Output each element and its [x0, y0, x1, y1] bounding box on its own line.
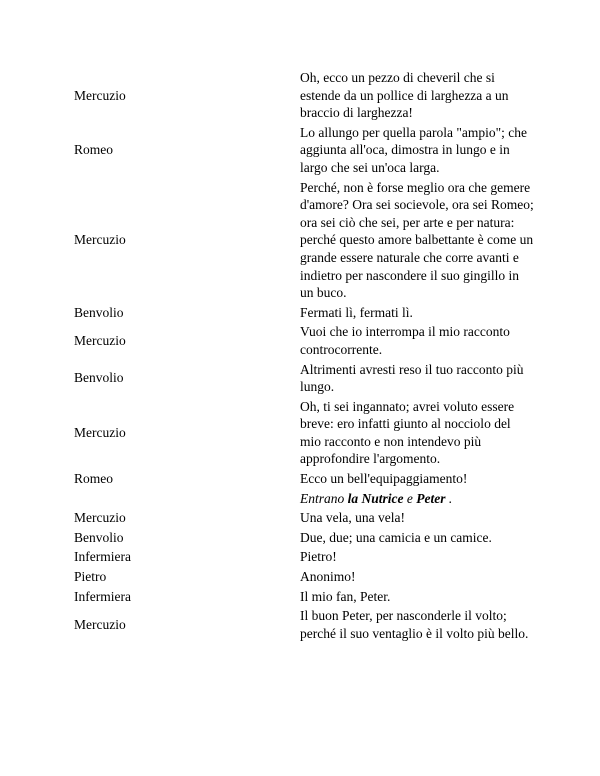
speaker-name: Pietro	[74, 569, 107, 585]
dialogue-row	[74, 304, 534, 324]
dialogue-row	[74, 179, 534, 304]
dialogue-row	[74, 124, 534, 179]
character-peter: Peter	[416, 490, 446, 506]
dialogue-line: Oh, ti sei ingannato; avrei voluto essere breve: ero infatti giunto al nocciolo del mio racconto e non intendevo più approfondire l'argomento.	[300, 398, 515, 467]
stage-direction: Entrano la Nutrice e Peter .	[300, 490, 453, 506]
speaker-name: Mercuzio	[74, 87, 126, 103]
dialogue-line: Perché, non è forse meglio ora che gemere d'amore? Ora sei socievole, ora sei Romeo; ora sei ciò che sei, per arte e per natura: perché questo amore balbettante è come un grande essere naturale che corre avanti e indietro per nascondere il suo gingillo in un buco.	[300, 179, 534, 301]
dialogue-line: Il mio fan, Peter.	[300, 588, 391, 604]
dialogue-line: Anonimo!	[300, 569, 356, 585]
speaker-name: Romeo	[74, 142, 113, 158]
dialogue-row	[74, 361, 534, 398]
dialogue-line: Altrimenti avresti reso il tuo racconto più lungo.	[300, 361, 524, 395]
speaker-name: Mercuzio	[74, 510, 126, 526]
dialogue-line: Una vela, una vela!	[300, 510, 405, 526]
speaker-name: Mercuzio	[74, 617, 126, 633]
dialogue-line: Fermati lì, fermati lì.	[300, 304, 413, 320]
dialogue-line: Pietro!	[300, 549, 337, 565]
dialogue-row	[74, 548, 534, 568]
speaker-name: Benvolio	[74, 304, 124, 320]
dialogue-row	[74, 470, 534, 490]
stage-direction-row	[74, 490, 534, 510]
dialogue-row	[74, 323, 534, 360]
dialogue-row	[74, 509, 534, 529]
speaker-name: Romeo	[74, 471, 113, 487]
speaker-name: Infermiera	[74, 549, 131, 565]
dialogue-table	[74, 69, 534, 644]
speaker-name: Benvolio	[74, 370, 124, 386]
dialogue-line: Ecco un bell'equipaggiamento!	[300, 471, 468, 487]
speaker-name: Mercuzio	[74, 333, 126, 349]
speaker-name: Mercuzio	[74, 425, 126, 441]
dialogue-row	[74, 69, 534, 124]
speaker-name: Mercuzio	[74, 232, 126, 248]
dialogue-line: Vuoi che io interrompa il mio racconto controcorrente.	[300, 324, 510, 357]
speaker-name: Benvolio	[74, 529, 124, 545]
speaker-name: Infermiera	[74, 588, 131, 604]
dialogue-line: Il buon Peter, per nasconderle il volto; perché il suo ventaglio è il volto più bello.	[300, 608, 529, 641]
dialogue-line: Lo allungo per quella parola "ampio"; che aggiunta all'oca, dimostra in lungo e in largo che sei un'oca larga.	[300, 124, 527, 175]
dialogue-row	[74, 529, 534, 549]
dialogue-line: Due, due; una camicia e un camice.	[300, 529, 492, 545]
dialogue-line: Oh, ecco un pezzo di cheveril che si estende da un pollice di larghezza a un braccio di larghezza!	[300, 70, 509, 121]
dialogue-row	[74, 568, 534, 588]
character-nutrice: la Nutrice	[347, 490, 404, 506]
dialogue-row	[74, 588, 534, 608]
dialogue-row	[74, 607, 534, 644]
dialogue-row	[74, 398, 534, 470]
